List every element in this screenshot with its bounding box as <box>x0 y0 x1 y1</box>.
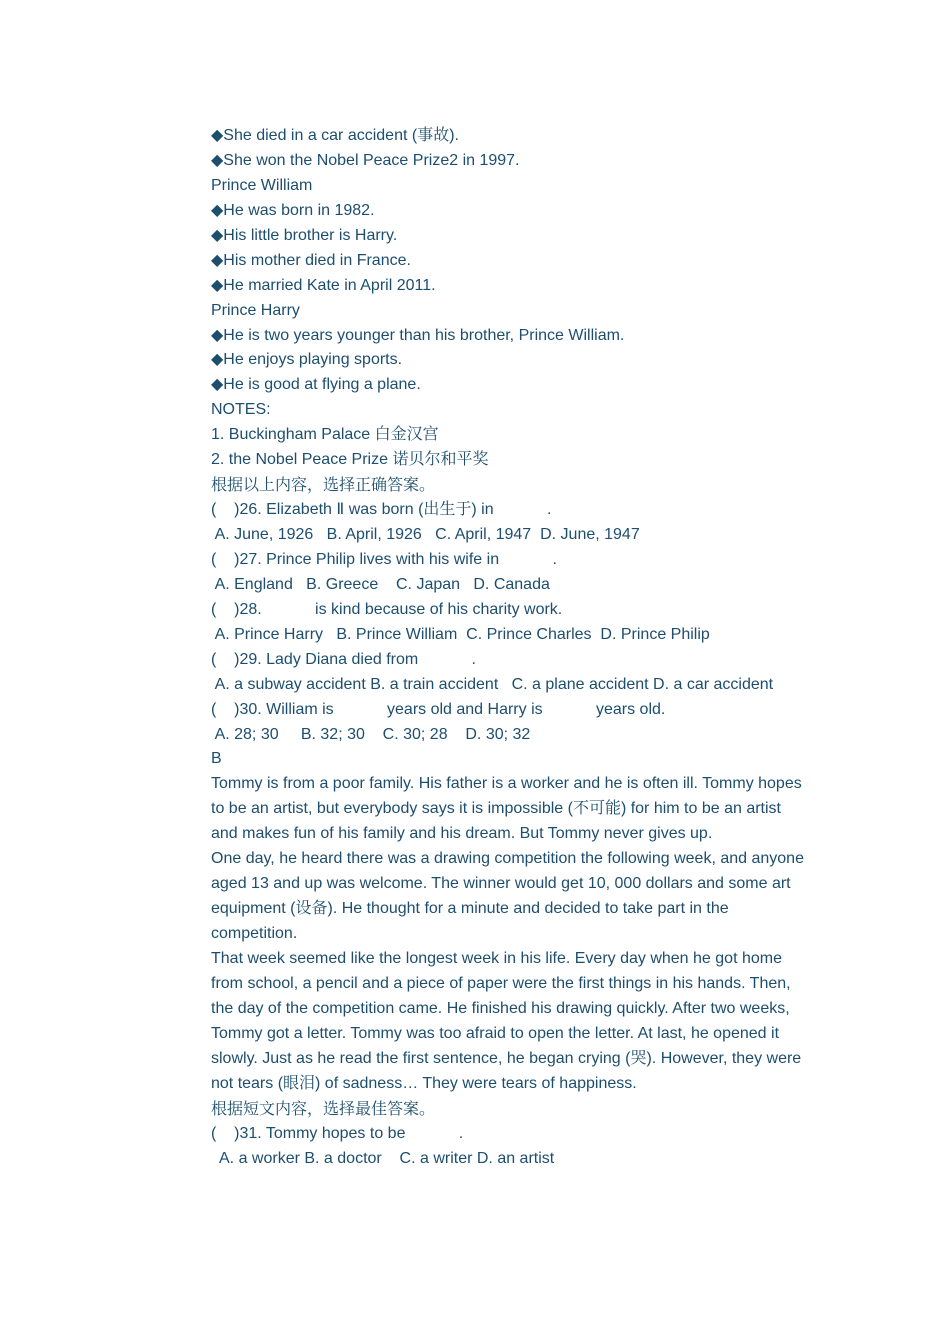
bullet-line: ◆His mother died in France. <box>211 251 411 269</box>
bullet-line: ◆She died in a car accident (事故). <box>211 127 459 144</box>
section-heading: Prince William <box>211 176 313 194</box>
bullet-line: ◆He was born in 1982. <box>211 201 375 219</box>
question-31: ( )31. Tommy hopes to be . <box>211 1124 464 1142</box>
section-b-heading: B <box>211 750 222 768</box>
passage-paragraph: That week seemed like the longest week in his life. Every day when he got home from school, a pencil and a piece of paper were the first things in his hands. Then, the day of the competition came. He finished his drawing quickly. After two weeks, Tommy got a letter. Tommy was too afraid to open the letter. At last, he opened it slowly. Just as he read the first sentence, he began crying (哭). However, they were not tears (眼泪) of sadness… They were tears of happiness. <box>211 950 802 1092</box>
question-28: ( )28. is kind because of his charity work. <box>211 600 563 618</box>
options-26: A. June, 1926 B. April, 1926 C. April, 1947 D. June, 1947 <box>211 526 640 543</box>
options-30: A. 28; 30 B. 32; 30 C. 30; 28 D. 30; 32 <box>211 725 531 743</box>
options-29: A. a subway accident B. a train accident C. a plane accident D. a car accident <box>211 675 774 693</box>
bullet-line: ◆His little brother is Harry. <box>211 226 398 244</box>
section-heading: Prince Harry <box>211 301 300 319</box>
question-26: ( )26. Elizabeth Ⅱ was born (出生于) in . <box>211 501 552 519</box>
instruction-line: 根据以上内容，选择正确答案。 <box>211 475 436 495</box>
notes-heading: NOTES: <box>211 401 271 419</box>
instruction-line: 根据短文内容，选择最佳答案。 <box>211 1098 436 1118</box>
question-30: ( )30. William is years old and Harry is years old. <box>211 700 666 718</box>
document-page <box>211 124 811 1172</box>
passage-paragraph: Tommy is from a poor family. His father is a worker and he is often ill. Tommy hopes to be an artist, but everybody says it is impossible (不可能) for him to be an artist and makes fun of his family and his dream. But Tommy never gives up. <box>211 775 802 843</box>
options-27: A. England B. Greece C. Japan D. Canada <box>211 575 550 593</box>
options-31: A. a worker B. a doctor C. a writer D. an artist <box>211 1149 555 1167</box>
bullet-line: ◆She won the Nobel Peace Prize2 in 1997. <box>211 151 520 169</box>
note-item: 2. the Nobel Peace Prize 诺贝尔和平奖 <box>211 451 489 469</box>
bullet-line: ◆He married Kate in April 2011. <box>211 276 436 294</box>
options-28: A. Prince Harry B. Prince William C. Prince Charles D. Prince Philip <box>211 625 710 643</box>
bullet-line: ◆He enjoys playing sports. <box>211 351 403 369</box>
question-29: ( )29. Lady Diana died from . <box>211 650 476 668</box>
note-item: 1. Buckingham Palace 白金汉宫 <box>211 426 439 444</box>
question-27: ( )27. Prince Philip lives with his wife in . <box>211 550 557 568</box>
bullet-line: ◆He is good at flying a plane. <box>211 376 421 394</box>
bullet-line: ◆He is two years younger than his brother, Prince William. <box>211 326 625 344</box>
passage-paragraph: One day, he heard there was a drawing competition the following week, and anyone aged 13 and up was welcome. The winner would get 10, 000 dollars and some art equipment (设备). He thought for a minute and decided to take part in the competition. <box>211 850 804 943</box>
